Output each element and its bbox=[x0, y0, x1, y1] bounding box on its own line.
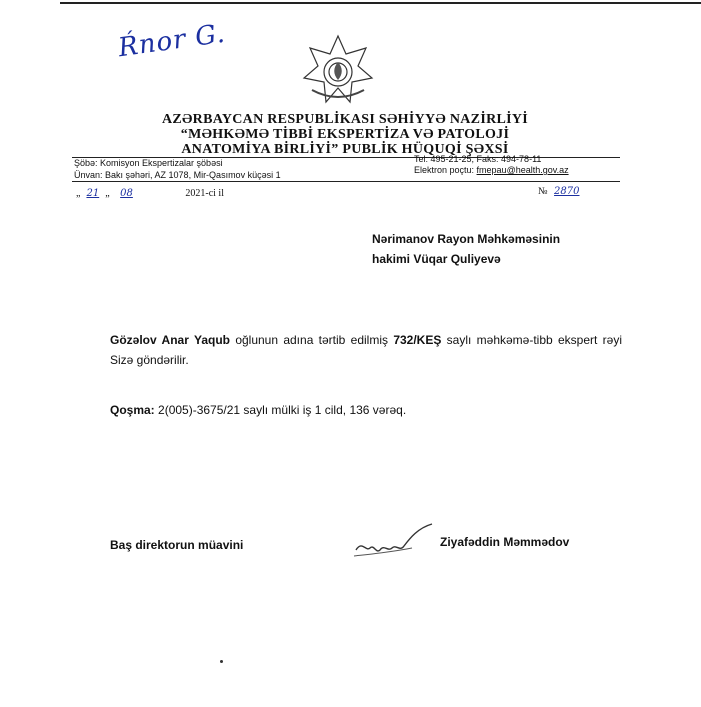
date-day: 21 bbox=[86, 188, 100, 199]
header-rule-bottom bbox=[72, 181, 620, 182]
subject-name: Gözəlov Anar Yaqub bbox=[110, 333, 230, 347]
header-line-3: ANATOMİYA BİRLİYİ” PUBLİK HÜQUQİ ŞƏXSİ bbox=[181, 142, 509, 157]
email-label: Elektron poçtu: bbox=[414, 165, 477, 175]
letter-date: „ 21 „ 08 2021-ci il bbox=[76, 188, 224, 199]
attachment-line bbox=[110, 403, 406, 417]
signatory-title: Baş direktorun müavini bbox=[110, 538, 244, 552]
stray-mark bbox=[220, 660, 223, 663]
addressee-block bbox=[372, 229, 560, 269]
letterhead-title bbox=[70, 112, 620, 157]
body-text-2: saylı məhkəmə-tibb ekspert rəyi Sizə göndərilir. bbox=[110, 333, 623, 367]
top-border-line bbox=[60, 2, 701, 4]
body-paragraph bbox=[110, 330, 622, 370]
email-line bbox=[414, 165, 569, 175]
body-text-1: oğlunun adına tərtib edilmiş bbox=[230, 333, 394, 347]
signatory-name: Ziyafəddin Məmmədov bbox=[440, 535, 570, 549]
number-label: № bbox=[538, 186, 548, 197]
phone-text: Tel: 495-21-25, Faks: 494-78-11 bbox=[414, 154, 542, 164]
state-emblem-icon bbox=[302, 34, 374, 106]
date-year: 2021-ci il bbox=[185, 188, 224, 199]
letter-number bbox=[538, 186, 584, 197]
date-month: 08 bbox=[120, 188, 133, 199]
addressee-line-2: hakimi Vüqar Quliyevə bbox=[372, 252, 501, 266]
attachment-text: 2(005)-3675/21 saylı mülki iş 1 cild, 136 vərəq. bbox=[154, 403, 407, 417]
email-text: fmepau@health.gov.az bbox=[476, 165, 569, 175]
number-value: 2870 bbox=[554, 186, 580, 197]
handwritten-signature bbox=[352, 522, 436, 562]
header-line-1: AZƏRBAYCAN RESPUBLİKASI SƏHİYYƏ NAZİRLİYİ bbox=[161, 112, 529, 127]
document-number: 732/KEŞ bbox=[393, 333, 442, 347]
address-text: Ünvan: Bakı şəhəri, AZ 1078, Mir-Qasımov küçəsi 1 bbox=[74, 170, 281, 180]
handwritten-note: Ŕnor G. bbox=[116, 18, 228, 64]
attachment-label: Qoşma: bbox=[110, 403, 155, 417]
addressee-line-1: Nərimanov Rayon Məhkəməsinin bbox=[372, 232, 561, 246]
department-text: Şöbə: Komisyon Ekspertizalar şöbəsi bbox=[74, 158, 223, 168]
header-line-2: “MƏHKƏMƏ TİBBİ EKSPERTİZA VƏ PATOLOJİ bbox=[180, 127, 510, 142]
